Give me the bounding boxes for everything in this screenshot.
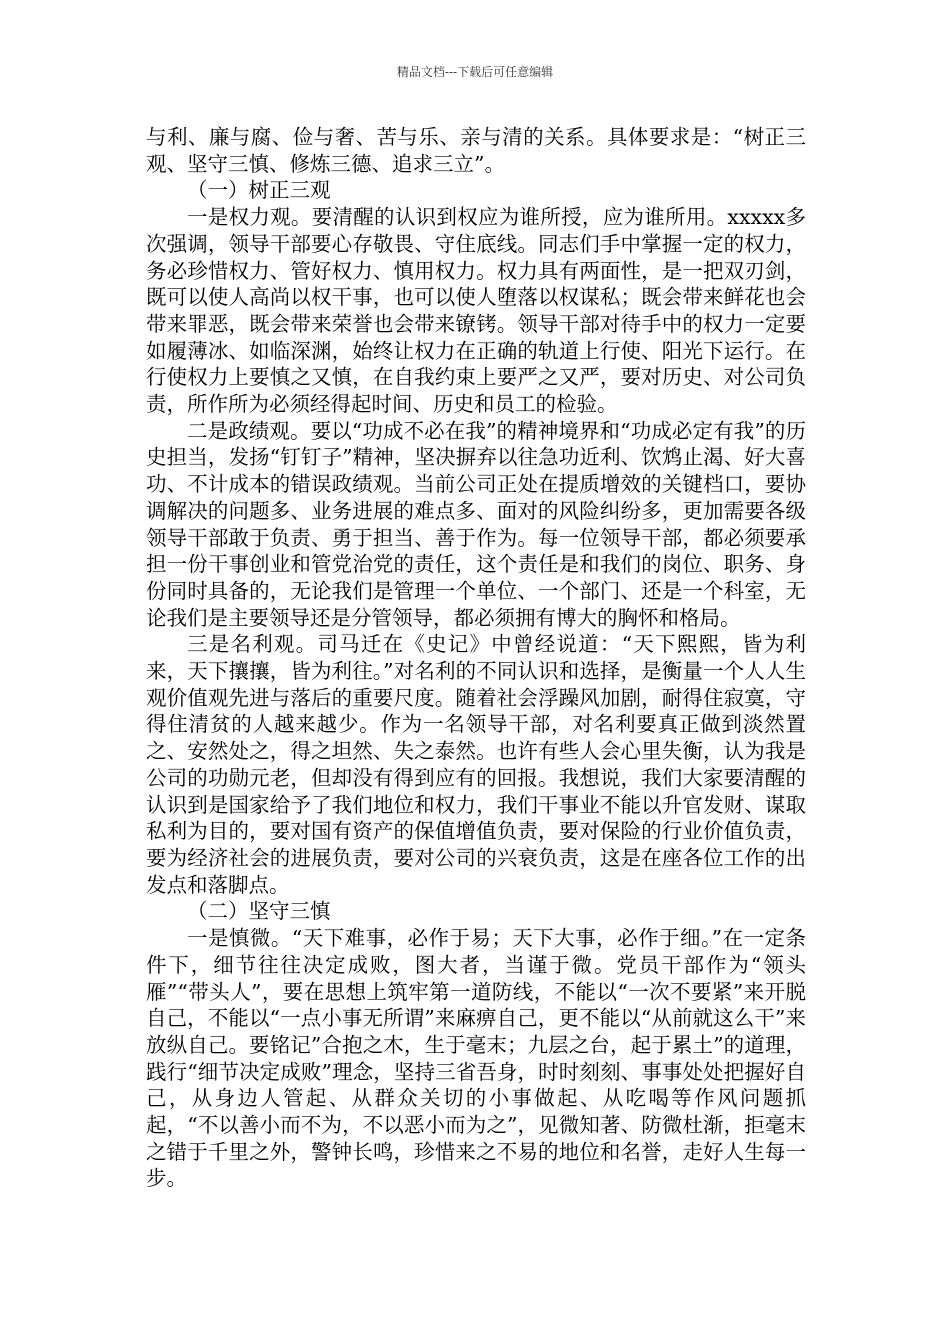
paragraph-quanliguan: 一是权力观。要清醒的认识到权应为谁所授，应为谁所用。xxxxx多次强调，领导干部要心存敬畏、守住底线。同志们手中掌握一定的权力，务必珍惜权力、管好权力、慎用权力。权力具有两面性，是一把双刃剑，既可以使人高尚以权干事，也可以使人堕落以权谋私；既会带来鲜花也会带来罪恶，既会带来荣誉也会带来镣铐。领导干部对待手中的权力一定要如履薄冰、如临深渊，始终让权力在正确的轨道上行使、阳光下运行。在行使权力上要慎之又慎，在自我约束上要严之又严，要对历史、对公司负责，所作所为必须经得起时间、历史和员工的检验。 [146, 205, 806, 417]
paragraph-zhengjiguan: 二是政绩观。要以“功成不必在我”的精神境界和“功成必定有我”的历史担当，发扬“钉钉子”精神，坚决摒弃以往急功近利、饮鸩止渴、好大喜功、不计成本的错误政绩观。当前公司正处在提质增效的关键档口，要协调解决的问题多、业务进展的难点多、面对的风险纠纷多，更加需要各级领导干部敢于负责、勇于担当、善于作为。每一位领导干部，都必须要承担一份干事创业和管党治党的责任，这个责任是和我们的岗位、职务、身份同时具备的，无论我们是管理一个单位、一个部门、还是一个科室，无论我们是主要领导还是分管领导，都必须拥有博大的胸怀和格局。 [146, 418, 806, 630]
paragraph-mingliguan: 三是名利观。司马迁在《史记》中曾经说道：“天下熙熙，皆为利来，天下攘攘，皆为利往。”对名利的不同认识和选择，是衡量一个人人生观价值观先进与落后的重要尺度。随着社会浮躁风加剧，耐得住寂寞，守得住清贫的人越来越少。作为一名领导干部，对名利要真正做到淡然置之、安然处之，得之坦然、失之泰然。也许有些人会心里失衡，认为我是公司的功勋元老，但却没有得到应有的回报。我想说，我们大家要清醒的认识到是国家给予了我们地位和权力，我们干事业不能以升官发财、谋取私利为目的，要对国有资产的保值增值负责，要对保险的行业价值负责，要为经济社会的进展负责，要对公司的兴衰负责，这是在座各位工作的出发点和落脚点。 [146, 632, 806, 897]
document-body [146, 124, 806, 1192]
page-header: 精品文档---下载后可任意编辑 [396, 65, 554, 79]
section-heading-jianshou-sanshen: （二）坚守三慎 [187, 899, 331, 924]
paragraph-shenwei: 一是慎微。“天下难事，必作于易；天下大事，必作于细。”在一定条件下，细节往往决定成败，图大者，当谨于微。党员干部作为“领头雁”“带头人”，要在思想上筑牢第一道防线，不能以“一次不要紧”来开脱自己，不能以“一点小事无所谓”来麻痹自己，更不能以“从前就这么干”来放纵自己。要铭记”合抱之木，生于毫末；九层之台，起于累土”的道理，践行“细节决定成败”理念，坚持三省吾身，时时刻刻、事事处处把握好自己，从身边人管起、从群众关切的小事做起、从吃喝等作风问题抓起，“不以善小而不为，不以恶小而为之”，见微知著、防微杜渐，拒毫末之错于千里之外，警钟长鸣，珍惜来之不易的地位和名誉，走好人生每一步。 [146, 926, 806, 1191]
section-heading-shuzheng-sanguan: （一）树正三观 [187, 178, 331, 203]
paragraph-continuation: 与利、廉与腐、俭与奢、苦与乐、亲与清的关系。具体要求是：“树正三观、坚守三慎、修炼三德、追求三立”。 [146, 125, 806, 176]
